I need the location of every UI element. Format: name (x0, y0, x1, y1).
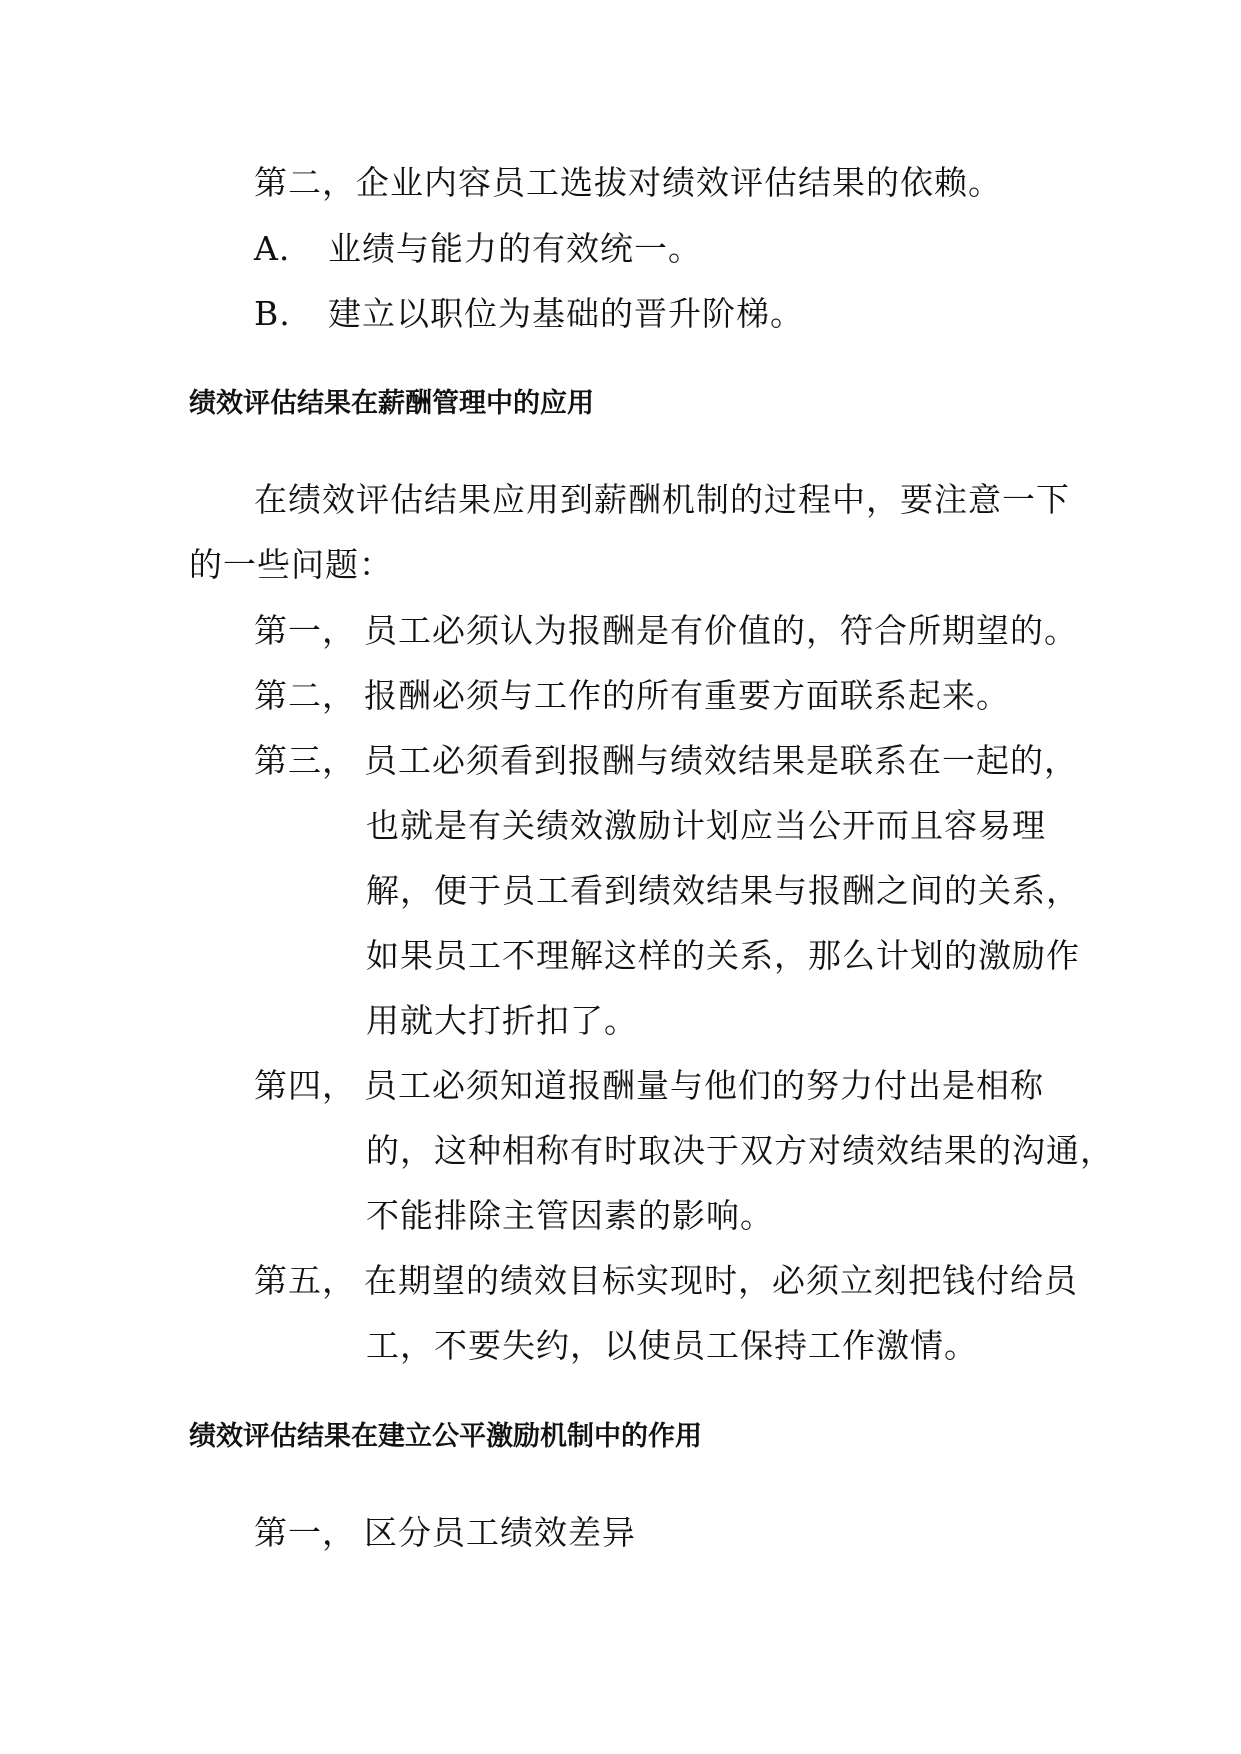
list-item-fifth (254, 1261, 1078, 1301)
section-heading-fair-incentive: 绩效评估结果在建立公平激励机制中的作用 (189, 1421, 702, 1452)
list-item-first (254, 611, 1078, 651)
list-label: 第二， (254, 676, 356, 715)
list-item-b (254, 294, 804, 334)
list-label: B. (254, 294, 291, 333)
list-text: 员工必须看到报酬与绩效结果是联系在一起的， (364, 741, 1078, 780)
list-label: 第五， (254, 1261, 356, 1300)
paragraph-selection-reliance: 第二，企业内容员工选拔对绩效评估结果的依赖。 (254, 163, 1002, 202)
section-heading-compensation: 绩效评估结果在薪酬管理中的应用 (189, 388, 594, 419)
list-item-fourth-continuation: 的，这种相称有时取决于双方对绩效结果的沟通， (366, 1131, 1114, 1170)
list-text: 员工必须认为报酬是有价值的，符合所期望的。 (364, 611, 1078, 650)
list-item-third-continuation: 用就大打折扣了。 (366, 1001, 638, 1040)
list-text: 区分员工绩效差异 (364, 1513, 636, 1552)
paragraph-intro-line1: 在绩效评估结果应用到薪酬机制的过程中，要注意一下 (254, 480, 1070, 519)
list-item-a (254, 229, 702, 269)
list-item-third-continuation: 如果员工不理解这样的关系，那么计划的激励作 (366, 936, 1080, 975)
list-item-third-continuation: 也就是有关绩效激励计划应当公开而且容易理 (366, 806, 1046, 845)
list-item-fourth-continuation: 不能排除主管因素的影响。 (366, 1196, 774, 1235)
list-item-third (254, 741, 1078, 781)
list-label: 第一， (254, 1513, 356, 1552)
list-text: 员工必须知道报酬量与他们的努力付出是相称 (364, 1066, 1044, 1105)
list-text: 在期望的绩效目标实现时，必须立刻把钱付给员 (364, 1261, 1078, 1300)
list-text: 业绩与能力的有效统一。 (328, 229, 702, 268)
list-item-third-continuation: 解，便于员工看到绩效结果与报酬之间的关系， (366, 871, 1080, 910)
list-item-second (254, 676, 1010, 716)
list-label: A. (254, 229, 291, 268)
list-text: 建立以职位为基础的晋升阶梯。 (328, 294, 804, 333)
list-text: 报酬必须与工作的所有重要方面联系起来。 (364, 676, 1010, 715)
list-label: 第四， (254, 1066, 356, 1105)
list-item-fifth-continuation: 工，不要失约，以使员工保持工作激情。 (366, 1326, 978, 1365)
list-label: 第一， (254, 611, 356, 650)
list-item-first (254, 1513, 636, 1553)
paragraph-intro-line2: 的一些问题： (189, 545, 393, 584)
list-label: 第三， (254, 741, 356, 780)
list-item-fourth (254, 1066, 1044, 1106)
